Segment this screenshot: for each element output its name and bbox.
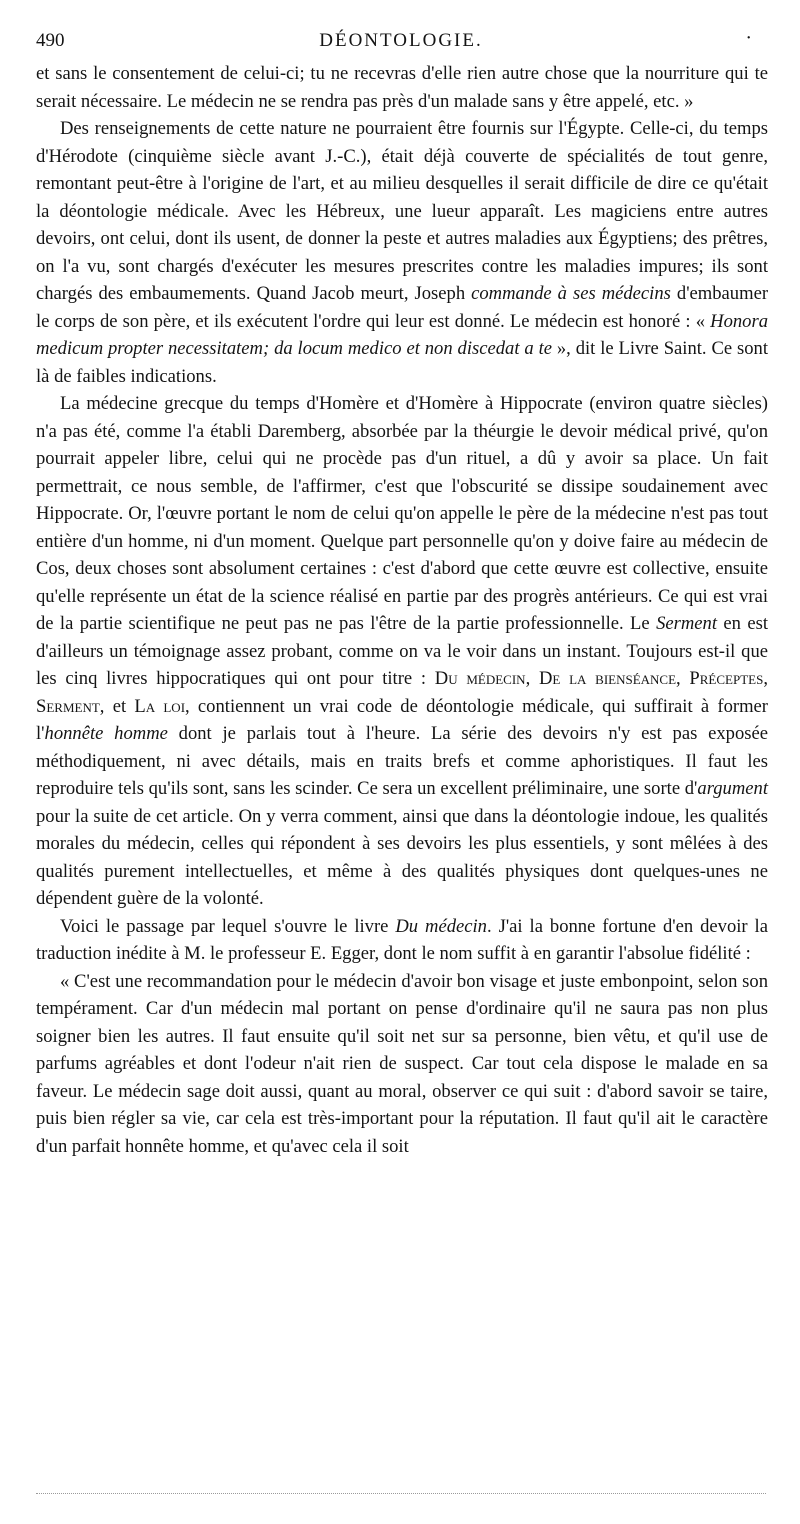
small-caps-title: De la bienséance [538, 668, 677, 689]
text-run: dont je parlais tout à l'heure. La série des devoirs n'y est pas exposée méthodiquement, ni avec détails, mais en traits brefs et comme aphoristiques. Il faut les reproduire tels qu'ils sont, sans les scinder. Ce sera un excellent préliminaire, une sorte d' [36, 723, 768, 799]
text-run: et sans le consentement de celui-ci; tu ne recevras d'elle rien autre chose que la nourriture qui te serait nécessaire. Le médecin ne se rendra pas près d'un malade sans y être appelé, etc. » [36, 63, 768, 112]
italic-text: honnête homme [44, 723, 168, 744]
italic-text: Du médecin [395, 915, 487, 937]
small-caps-title: Préceptes [689, 668, 764, 689]
footer-rule [36, 1493, 766, 1494]
text-run: , [676, 668, 690, 689]
paragraph [36, 968, 768, 1161]
text-run: , contiennent un vrai code de déontologie médicale, qui suffirait à former l' [36, 695, 768, 744]
text-run: La médecine grecque du temps d'Homère et d'Homère à Hippocrate (environ quatre siècles) n'a pas été, comme l'a établi Daremberg, absorbée par la théurgie le devoir médical privé, qu'on pourrait appeler libre, celui qui ne procède pas d'un rituel, a dû y avoir sa place. Un fait permettrait, ce nous semble, de l'affirmer, c'est que l'obscurité se dissipe soudainement avec Hippocrate. Or, l'œuvre portant le nom de celui qu'on appelle le père de la médecine n'est pas tout entière d'un homme, ni d'un moment. Quelque part personnelle qu'on y doive faire au médecin de Cos, deux choses sont absolument certaines : c'est d'abord que cette œuvre est collective, ensuite qu'elle représente un état de la science réalisé en partie par des progrès antérieurs. Ce qui est vrai de la partie scientifique ne peut pas ne pas l'être de la partie professionnelle. Le [36, 393, 768, 634]
text-run: « C'est une recommandation pour le médecin d'avoir bon visage et juste embonpoint, selon son tempérament. Car d'un médecin mal portant on pense d'ordinaire qu'il ne saura pas non plus soigner bien les autres. Il faut ensuite qu'il soit net sur sa personne, bien vêtu, et qu'il use de parfums agréables et dont l'odeur n'ait rien de suspect. Car tout cela dispose le malade en sa faveur. Le médecin sage doit aussi, quant au moral, observer ce qui suit : d'abord savoir se taire, puis bien régler sa vie, car cela est très-important pour la réputation. Il faut qu'il ait le caractère d'un parfait honnête homme, et qu'avec cela il soit [36, 970, 768, 1157]
text-run: , [525, 668, 539, 689]
italic-text: commande à ses médecins [471, 283, 671, 304]
small-caps-title: Du médecin [434, 668, 526, 689]
paragraph [36, 60, 768, 115]
text-run: . J'ai la bonne fortune d'en devoir la traduction inédite à M. le professeur E. Egger, dont le nom suffit à en garantir l'absolue fidélité : [36, 915, 768, 964]
text-run: », dit le Livre Saint. Ce sont là de faibles indications. [36, 338, 768, 387]
running-header [36, 27, 766, 58]
text-run: pour la suite de cet article. On y verra comment, ainsi que dans la déontologie indoue, les qualités morales du médecin, celles qui répondent à ses devoirs les plus essentiels, y sont mêlées à des qualités purement intellectuelles, et même à des qualités physiques dont quelques-unes ne dépendent guère de la volonté. [36, 805, 768, 909]
text-run: , et [99, 695, 135, 717]
text-run: d'embaumer le corps de son père, et ils exécutent l'ordre qui leur est donné. Le médecin est honoré : « [36, 283, 769, 332]
small-caps-title: La loi [134, 695, 186, 717]
paragraph [36, 913, 768, 968]
paragraph [36, 115, 768, 390]
italic-text: Honora medicum propter necessitatem; da locum medico et non discedat a te [36, 310, 768, 359]
text-run: Voici le passage par lequel s'ouvre le livre [60, 915, 396, 937]
body-text [36, 60, 768, 1160]
margin-mark: · [745, 27, 752, 49]
page-number: 490 [36, 30, 65, 51]
italic-text: Serment [656, 613, 717, 634]
text-run: , [763, 668, 768, 689]
paragraph [36, 390, 768, 913]
running-title: DÉONTOLOGIE. [319, 30, 483, 51]
small-caps-title: Serment [36, 695, 100, 717]
italic-text: argument [697, 778, 768, 799]
text-run: Des renseignements de cette nature ne pourraient être fournis sur l'Égypte. Celle-ci, du temps d'Hérodote (cinquième siècle avant J.-C.), était déjà couverte de spécialités de tout genre, remontant peut-être à l'origine de l'art, et au milieu desquelles il serait difficile de dire ce qu'était la déontologie médicale. Avec les Hébreux, une lueur apparaît. Les magiciens entre autres devoirs, ont celui, dont ils usent, de donner la peste et autres maladies aux Égyptiens; des prêtres, on l'a vu, sont chargés d'exécuter les mesures prescrites contre les maladies impures; ils sont chargés des embaumements. Quand Jacob meurt, Joseph [36, 118, 768, 304]
text-run: en est d'ailleurs un témoignage assez probant, comme on va le voir dans un instant. Toujours est-il que les cinq livres hippocratiques qui ont pour titre : [36, 613, 768, 689]
